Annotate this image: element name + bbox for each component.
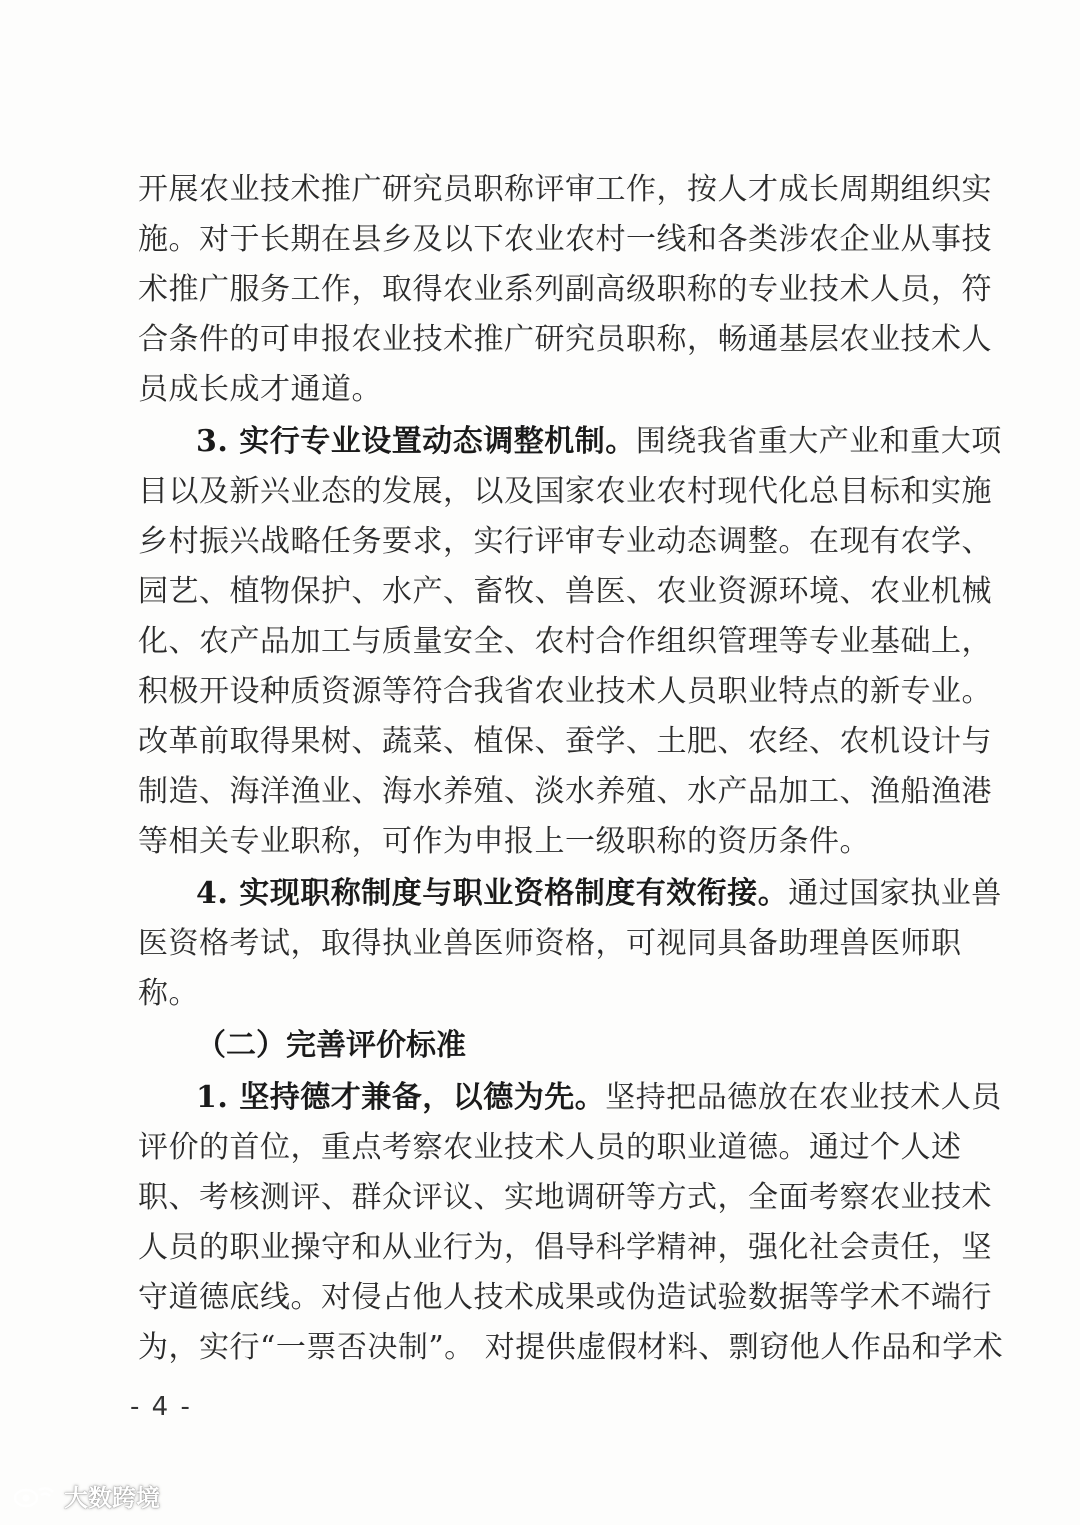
item-4-heading: 4. 实现职称制度与职业资格制度有效衔接。 bbox=[196, 876, 789, 911]
item-1-text: 坚持把品德放在农业技术人员 bbox=[605, 1080, 1002, 1115]
paragraph-line: 开展农业技术推广研究员职称评审工作，按人才成长周期组织实 bbox=[138, 172, 992, 207]
paragraph-line: 改革前取得果树、蔬菜、植保、蚕学、土肥、农经、农机设计与 bbox=[138, 724, 992, 759]
paragraph-line: 称。 bbox=[138, 976, 199, 1011]
paragraph-line: 目以及新兴业态的发展，以及国家农业农村现代化总目标和实施 bbox=[138, 474, 992, 509]
page-number: - 4 - bbox=[130, 1392, 192, 1422]
paragraph-line: 医资格考试，取得执业兽医师资格，可视同具备助理兽医师职 bbox=[138, 926, 962, 961]
item-3-first-line bbox=[196, 422, 1002, 462]
paragraph-line: 积极开设种质资源等符合我省农业技术人员职业特点的新专业。 bbox=[138, 674, 992, 709]
weibo-eye-icon bbox=[12, 1482, 58, 1510]
paragraph-line: 员成长成才通道。 bbox=[138, 372, 382, 407]
paragraph-line: 园艺、植物保护、水产、畜牧、兽医、农业资源环境、农业机械 bbox=[138, 574, 992, 609]
paragraph-line: 施。对于长期在县乡及以下农业农村一线和各类涉农企业从事技 bbox=[138, 222, 992, 257]
item-3-heading: 3. 实行专业设置动态调整机制。 bbox=[196, 424, 636, 459]
section-heading: （二）完善评价标准 bbox=[196, 1028, 466, 1063]
item-4-first-line bbox=[196, 874, 1002, 914]
paragraph-line: 守道德底线。对侵占他人技术成果或伪造试验数据等学术不端行 bbox=[138, 1280, 992, 1315]
paragraph-line: 术推广服务工作，取得农业系列副高级职称的专业技术人员，符 bbox=[138, 272, 992, 307]
watermark bbox=[12, 1478, 160, 1513]
paragraph-line: 乡村振兴战略任务要求，实行评审专业动态调整。在现有农学、 bbox=[138, 524, 992, 559]
paragraph-line: 合条件的可申报农业技术推广研究员职称，畅通基层农业技术人 bbox=[138, 322, 992, 357]
paragraph-line: 化、农产品加工与质量安全、农村合作组织管理等专业基础上， bbox=[138, 624, 992, 659]
paragraph-line: 评价的首位，重点考察农业技术人员的职业道德。通过个人述 bbox=[138, 1130, 962, 1165]
item-1-heading: 1. 坚持德才兼备，以德为先。 bbox=[196, 1080, 606, 1115]
item-1-first-line bbox=[196, 1078, 1002, 1118]
item-3-text: 围绕我省重大产业和重大项 bbox=[635, 424, 1002, 459]
paragraph-line: 等相关专业职称，可作为申报上一级职称的资历条件。 bbox=[138, 824, 870, 859]
paragraph-line: 人员的职业操守和从业行为，倡导科学精神，强化社会责任，坚 bbox=[138, 1230, 992, 1265]
paragraph-line: 为，实行“一票否决制”。 对提供虚假材料、剽窃他人作品和学术 bbox=[138, 1330, 1004, 1365]
watermark-text: 大数跨境 bbox=[64, 1484, 160, 1512]
paragraph-line: 职、考核测评、群众评议、实地调研等方式，全面考察农业技术 bbox=[138, 1180, 992, 1215]
item-4-text: 通过国家执业兽 bbox=[788, 876, 1002, 911]
paragraph-line: 制造、海洋渔业、海水养殖、淡水养殖、水产品加工、渔船渔港 bbox=[138, 774, 992, 809]
